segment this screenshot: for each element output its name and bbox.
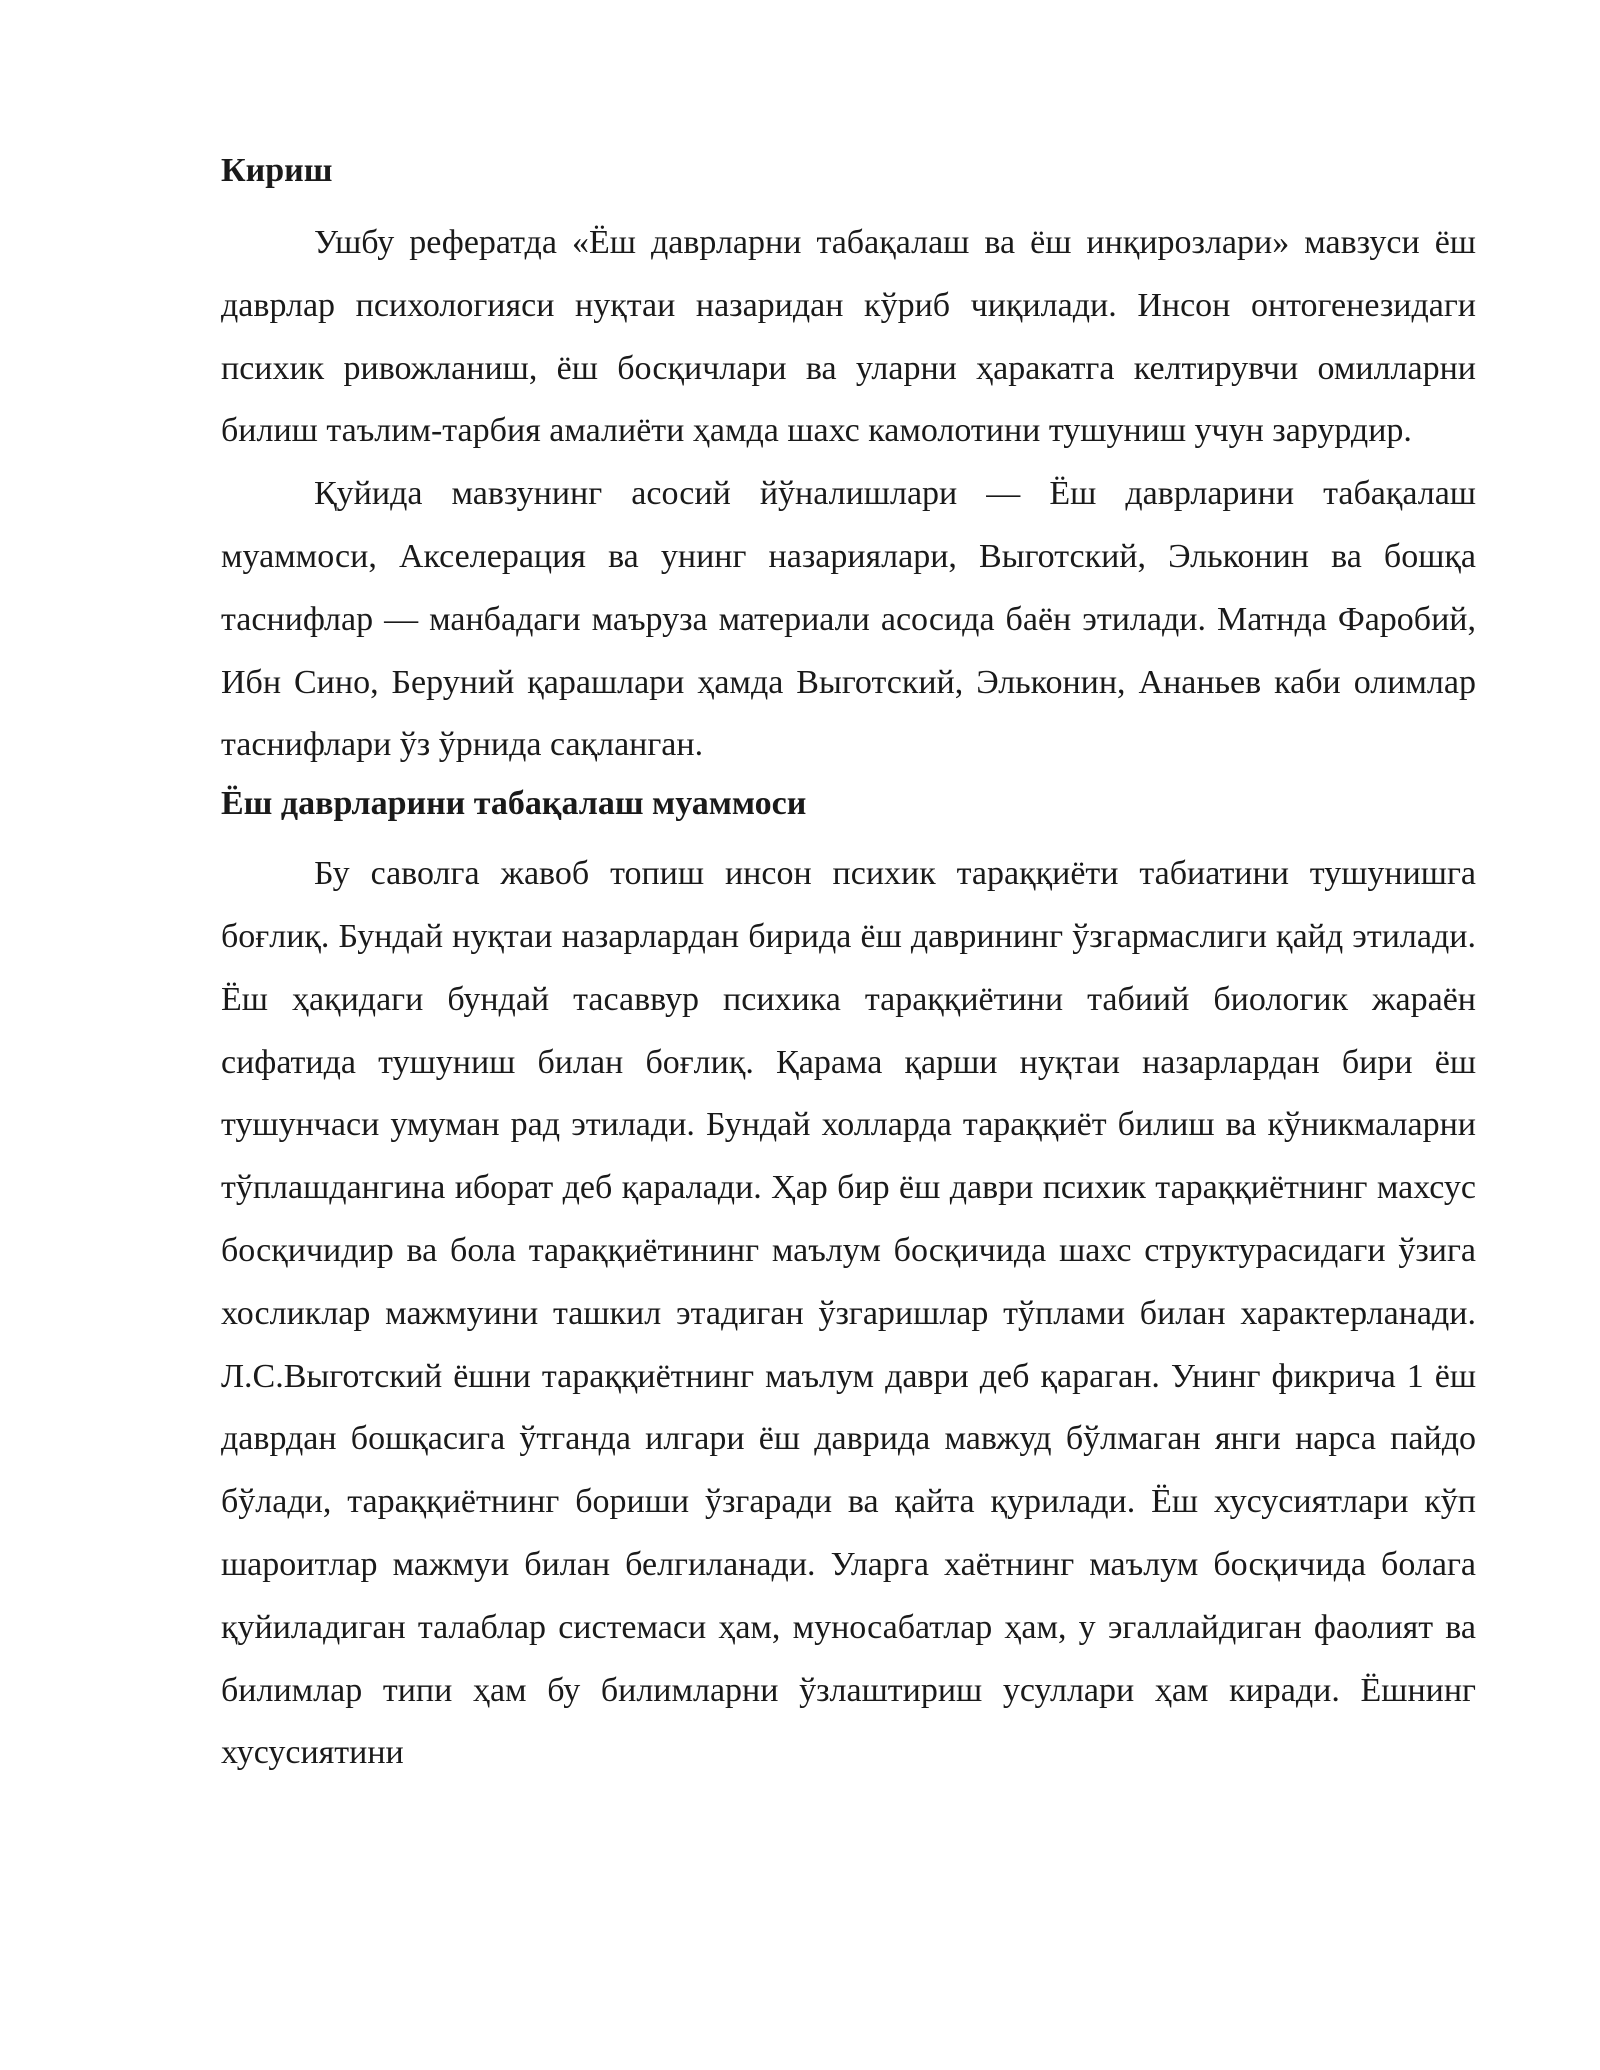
heading-age-periods-classification: Ёш даврларини табақалаш муаммоси — [221, 785, 807, 823]
document-body — [221, 148, 1476, 1785]
section-paragraph-1: Бу саволга жавоб топиш инсон психик тараққиёти табиатини тушунишга боғлиқ. Бундай нуқтаи назарлардан бирида ёш даврининг ўзгармаслиги қайд этилади. Ёш ҳақидаги бундай тасаввур психика тараққиётини табиий биологик жараён сифатида тушуниш билан боғлиқ. Қарама қарши нуқтаи назарлардан бири ёш тушунчаси умуман рад этилади. Бундай холларда тараққиёт билиш ва кўникмаларни тўплашдангина иборат деб қаралади. Ҳар бир ёш даври психик тараққиётнинг махсус босқичидир ва бола тараққиётининг маълум босқичида шахс структурасидаги ўзига хосликлар мажмуини ташкил этадиган ўзгаришлар тўплами билан характерланади. Л.С.Выготский ёшни тараққиётнинг маълум даври деб қараган. Унинг фикрича 1 ёш даврдан бошқасига ўтганда илгари ёш даврида мавжуд бўлмаган янги нарса пайдо бўлади, тараққиётнинг бориши ўзгаради ва қайта қурилади. Ёш хусусиятлари кўп шароитлар мажмуи билан белгиланади. Уларга хаётнинг маълум босқичида болага қуйиладиган талаблар системаси ҳам, муносабатлар ҳам, у эгаллайдиган фаолият ва билимлар типи ҳам бу билимларни ўзлаштириш усуллари ҳам киради. Ёшнинг хусусиятини — [221, 855, 1476, 1772]
intro-paragraph-2: Қуйида мавзунинг асосий йўналишлари — Ёш даврларини табақалаш муаммоси, Акселерация ва унинг назариялари, Выготский, Эльконин ва бошқа таснифлар — манбадаги маъруза материали асосида баён этилади. Матнда Фаробий, Ибн Сино, Беруний қарашлари ҳамда Выготский, Эльконин, Ананьев каби олимлар таснифлари ўз ўрнида сақланган. — [221, 475, 1476, 764]
heading-introduction: Кириш — [221, 152, 333, 189]
intro-paragraph-1: Ушбу рефератда «Ёш даврларни табақалаш ва ёш инқирозлари» мавзуси ёш даврлар психологияси нуқтаи назаридан кўриб чиқилади. Инсон онтогенезидаги психик ривожланиш, ёш босқичлари ва уларни ҳаракатга келтирувчи омилларни билиш таълим-тарбия амалиёти ҳамда шахс камолотини тушуниш учун зарурдир. — [221, 224, 1476, 450]
